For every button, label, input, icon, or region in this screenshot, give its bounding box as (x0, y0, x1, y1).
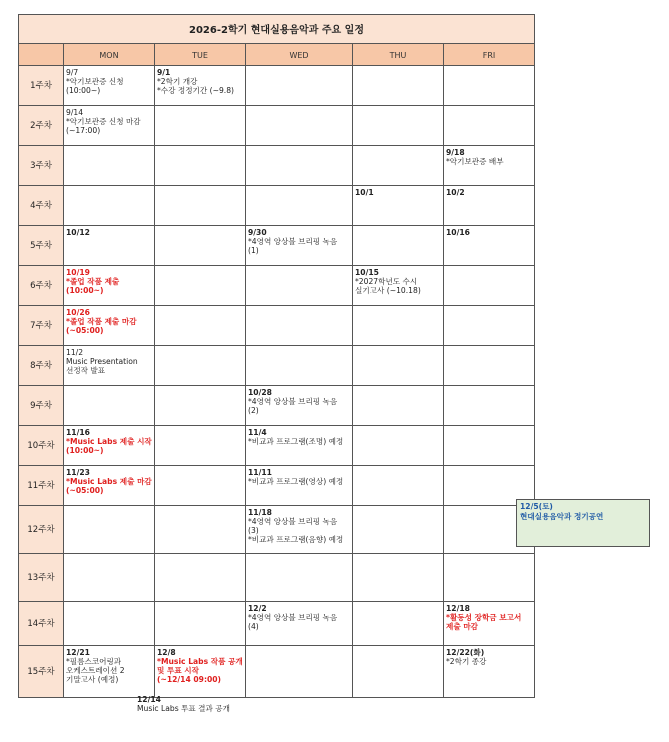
day-cell-thu (353, 506, 444, 554)
event-text: *악기보관증 신청 (66, 77, 124, 86)
event-date: 9/18 (446, 148, 465, 157)
event-date: 11/23 (66, 468, 90, 477)
day-header-row (19, 44, 535, 66)
event-text: *필름스코어링과 (66, 657, 122, 666)
event-date: 9/1 (157, 68, 171, 77)
day-header-tue: TUE (155, 44, 246, 66)
day-cell-tue (155, 306, 246, 346)
below-table-note (137, 695, 230, 713)
day-cell-thu (353, 346, 444, 386)
event-text: *비교과 프로그램(조명) 예정 (248, 437, 344, 446)
day-cell-mon (64, 186, 155, 226)
page-title: 2026-2학기 현대실용음악과 주요 일정 (19, 15, 535, 44)
schedule-table (18, 14, 535, 698)
day-cell-thu (353, 466, 444, 506)
week-label: 1주차 (19, 66, 64, 106)
day-cell-mon (64, 386, 155, 426)
day-cell-fri (444, 426, 535, 466)
week-row (19, 146, 535, 186)
event-date: 10/1 (355, 188, 374, 197)
event-text: *2027학년도 수시 (355, 277, 418, 286)
day-cell-wed (246, 466, 353, 506)
week-row (19, 346, 535, 386)
week-row (19, 466, 535, 506)
day-cell-thu (353, 554, 444, 602)
week-label: 8주차 (19, 346, 64, 386)
day-cell-thu (353, 602, 444, 646)
event-date: 10/15 (355, 268, 379, 277)
event-date: 12/8 (157, 648, 176, 657)
week-row (19, 66, 535, 106)
day-cell-wed (246, 186, 353, 226)
event-date: 9/7 (66, 68, 79, 77)
event-date: 10/12 (66, 228, 90, 237)
event-text: *악기보관증 배부 (446, 157, 504, 166)
day-cell-fri (444, 146, 535, 186)
day-cell-fri (444, 554, 535, 602)
day-cell-tue (155, 466, 246, 506)
week-row (19, 106, 535, 146)
event-text: *졸업 작품 제출 마감 (66, 317, 137, 326)
week-label: 15주차 (19, 646, 64, 698)
week-label: 9주차 (19, 386, 64, 426)
day-cell-mon (64, 602, 155, 646)
day-cell-tue (155, 66, 246, 106)
day-cell-fri (444, 186, 535, 226)
event-text: *2학기 종강 (446, 657, 487, 666)
day-cell-wed (246, 66, 353, 106)
below-note-date: 12/14 (137, 695, 161, 704)
day-header-thu: THU (353, 44, 444, 66)
extra-event-cell (516, 499, 650, 547)
event-date: 9/14 (66, 108, 84, 117)
event-date: 11/4 (248, 428, 267, 437)
day-cell-mon (64, 426, 155, 466)
day-cell-thu (353, 146, 444, 186)
week-label: 14주차 (19, 602, 64, 646)
event-date: 11/2 (66, 348, 84, 357)
day-cell-fri (444, 346, 535, 386)
day-cell-fri (444, 306, 535, 346)
event-text: (~05:00) (66, 326, 104, 335)
event-text: 기말고사 (예정) (66, 675, 119, 684)
week-row (19, 602, 535, 646)
day-cell-thu (353, 386, 444, 426)
day-cell-mon (64, 306, 155, 346)
event-date: 11/11 (248, 468, 272, 477)
day-cell-tue (155, 386, 246, 426)
event-text: (~05:00) (66, 486, 104, 495)
day-cell-tue (155, 646, 246, 698)
day-cell-thu (353, 186, 444, 226)
day-cell-wed (246, 506, 353, 554)
week-row (19, 506, 535, 554)
event-text: 실기고사 (~10.18) (355, 286, 421, 295)
day-cell-fri (444, 646, 535, 698)
event-text: 선정작 발표 (66, 366, 106, 375)
day-cell-mon (64, 646, 155, 698)
event-text: 제출 마감 (446, 622, 478, 631)
event-date: 12/21 (66, 648, 90, 657)
day-header-mon: MON (64, 44, 155, 66)
day-cell-thu (353, 106, 444, 146)
week-label: 4주차 (19, 186, 64, 226)
week-row (19, 306, 535, 346)
day-cell-thu (353, 266, 444, 306)
week-label: 3주차 (19, 146, 64, 186)
week-row (19, 266, 535, 306)
header-corner (19, 44, 64, 66)
event-text: *활동성 장학금 보고서 (446, 613, 522, 622)
event-date: 10/26 (66, 308, 90, 317)
day-cell-mon (64, 66, 155, 106)
day-cell-wed (246, 266, 353, 306)
week-row (19, 226, 535, 266)
day-cell-mon (64, 506, 155, 554)
day-header-wed: WED (246, 44, 353, 66)
event-text: (10:00~) (66, 446, 104, 455)
day-cell-tue (155, 146, 246, 186)
event-date: 10/28 (248, 388, 272, 397)
day-cell-mon (64, 146, 155, 186)
event-date: 10/2 (446, 188, 465, 197)
event-text: (~17:00) (66, 126, 101, 135)
event-text: *4영역 앙상블 브리핑 녹음 (3) (248, 517, 338, 535)
extra-event-text: 현대실용음악과 정기공연 (520, 512, 604, 521)
event-text: *4영역 앙상블 브리핑 녹음 (4) (248, 613, 338, 631)
week-label: 11주차 (19, 466, 64, 506)
event-date: 10/19 (66, 268, 90, 277)
event-text: *Music Labs 제출 시작 (66, 437, 152, 446)
day-cell-mon (64, 106, 155, 146)
day-cell-fri (444, 266, 535, 306)
day-cell-fri (444, 226, 535, 266)
event-date: 12/2 (248, 604, 267, 613)
event-text: *비교과 프로그램(영상) 예정 (248, 477, 344, 486)
week-row (19, 554, 535, 602)
event-date: 12/22(화) (446, 648, 485, 657)
event-text: 및 투표 시작 (157, 666, 199, 675)
day-cell-mon (64, 226, 155, 266)
event-text: *졸업 작품 제출 (66, 277, 120, 286)
event-text: (10:00~) (66, 286, 104, 295)
day-cell-thu (353, 306, 444, 346)
event-date: 9/30 (248, 228, 267, 237)
day-cell-mon (64, 554, 155, 602)
week-label: 13주차 (19, 554, 64, 602)
event-text: *4영역 앙상블 브리핑 녹음 (1) (248, 237, 338, 255)
event-text: *비교과 프로그램(음향) 예정 (248, 535, 344, 544)
schedule-sheet (18, 14, 535, 698)
day-cell-fri (444, 66, 535, 106)
week-row (19, 426, 535, 466)
day-cell-mon (64, 266, 155, 306)
day-cell-tue (155, 186, 246, 226)
day-cell-thu (353, 646, 444, 698)
week-label: 7주차 (19, 306, 64, 346)
day-cell-mon (64, 466, 155, 506)
day-cell-tue (155, 226, 246, 266)
day-cell-wed (246, 554, 353, 602)
day-cell-wed (246, 346, 353, 386)
event-text: *2학기 개강 (157, 77, 198, 86)
week-label: 12주차 (19, 506, 64, 554)
day-cell-tue (155, 346, 246, 386)
day-cell-fri (444, 602, 535, 646)
day-cell-tue (155, 106, 246, 146)
day-cell-thu (353, 426, 444, 466)
event-text: *Music Labs 작품 공개 (157, 657, 243, 666)
day-cell-wed (246, 306, 353, 346)
week-row (19, 646, 535, 698)
event-text: (~12/14 09:00) (157, 675, 222, 684)
week-label: 2주차 (19, 106, 64, 146)
day-cell-tue (155, 266, 246, 306)
day-cell-wed (246, 602, 353, 646)
day-cell-wed (246, 226, 353, 266)
event-text: 오케스트레이션 2 (66, 666, 125, 675)
event-text: (10:00~) (66, 86, 101, 95)
week-label: 5주차 (19, 226, 64, 266)
event-text: *Music Labs 제출 마감 (66, 477, 152, 486)
weeks-body (19, 66, 535, 698)
week-row (19, 386, 535, 426)
event-date: 11/18 (248, 508, 272, 517)
day-cell-tue (155, 426, 246, 466)
day-cell-tue (155, 602, 246, 646)
event-text: Music Presentation (66, 357, 138, 366)
event-date: 12/18 (446, 604, 470, 613)
week-row (19, 186, 535, 226)
extra-event-date: 12/5(토) (520, 502, 553, 511)
day-cell-fri (444, 386, 535, 426)
day-cell-tue (155, 554, 246, 602)
day-header-fri: FRI (444, 44, 535, 66)
day-cell-thu (353, 226, 444, 266)
below-note-text: Music Labs 투표 결과 공개 (137, 704, 230, 713)
event-text: *4영역 앙상블 브리핑 녹음 (2) (248, 397, 338, 415)
day-cell-fri (444, 106, 535, 146)
event-text: *수강 정정기간 (~9.8) (157, 86, 235, 95)
week-label: 10주차 (19, 426, 64, 466)
day-cell-wed (246, 146, 353, 186)
day-cell-wed (246, 386, 353, 426)
event-text: *악기보관증 신청 마감 (66, 117, 141, 126)
day-cell-wed (246, 646, 353, 698)
week-label: 6주차 (19, 266, 64, 306)
day-cell-thu (353, 66, 444, 106)
day-cell-tue (155, 506, 246, 554)
day-cell-mon (64, 346, 155, 386)
event-date: 10/16 (446, 228, 470, 237)
day-cell-wed (246, 426, 353, 466)
event-date: 11/16 (66, 428, 90, 437)
day-cell-wed (246, 106, 353, 146)
